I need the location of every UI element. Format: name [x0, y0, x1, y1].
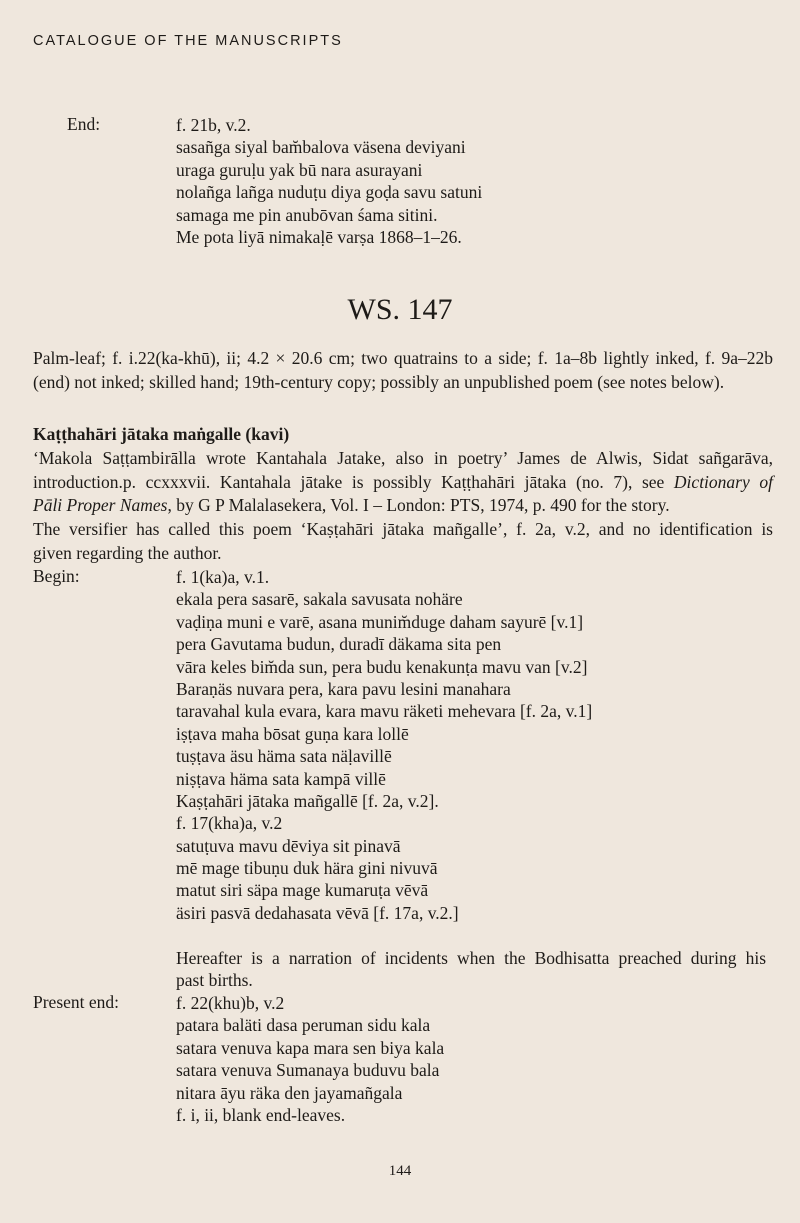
- begin-line: mē mage tibuṇu duk hära gini nivuvā: [176, 858, 438, 879]
- begin-line: niṣṭava häma sata kampā villē: [176, 768, 386, 789]
- begin-line: f. 1(ka)a, v.1.: [176, 567, 270, 587]
- description-line: Palm-leaf; f. i.22(ka-khū), ii; 4.2 × 20.6 cm; two quatrains to a side; f. 1a–8b lightly inked, f. 9a–22b: [33, 348, 773, 368]
- entry-note-line: ‘Makola Saṭṭambirālla wrote Kantahala Jatake, also in poetry’ James de Alwis, Sidat sañgarāva,: [33, 447, 773, 468]
- entry-note-line: [33, 494, 773, 518]
- present-end-line: f. 22(khu)b, v.2: [176, 993, 285, 1013]
- begin-line: iṣṭava maha bōsat guṇa kara lollē: [176, 723, 409, 744]
- begin-line: vaḍiṇa muni e varē, asana munim̆duge daham sayurē [v.1]: [176, 611, 584, 632]
- entry-title: Kaṭṭhahāri jātaka maṅgalle (kavi): [33, 424, 290, 444]
- begin-line: [176, 924, 766, 946]
- begin-line: pera Gavutama budun, duradī däkama sita pen: [176, 634, 502, 655]
- entry-note-italic: Pāli Proper Names: [33, 495, 168, 516]
- end-verse-block: [176, 114, 482, 248]
- physical-description: [33, 347, 773, 395]
- end-line: Me pota liyā nimakaḷē varṣa 1868–1–26.: [176, 226, 462, 247]
- end-line: uraga guruḷu yak bū nara asurayani: [176, 159, 423, 180]
- begin-line: ekala pera sasarē, sakala savusata nohäre: [176, 589, 463, 610]
- present-end-verse-block: [176, 992, 444, 1126]
- begin-line: matut siri säpa mage kumaruṭa vēvā: [176, 880, 429, 901]
- present-end-line: nitara āyu räka den jayamañgala: [176, 1082, 403, 1103]
- entry-note-italic: Dictionary of: [673, 471, 773, 492]
- begin-line: Baraṇäs nuvara pera, kara pavu lesini manahara: [176, 678, 511, 699]
- narration-line: Hereafter is a narration of incidents when the Bodhisatta preached during his: [176, 947, 766, 968]
- description-line: (end) not inked; skilled hand; 19th-century copy; possibly an unpublished poem (see notes below).: [33, 371, 725, 392]
- end-line: samaga me pin anubōvan śama sitini.: [176, 204, 438, 225]
- end-label: End:: [67, 114, 101, 134]
- narration-line: past births.: [176, 970, 253, 991]
- present-end-label: Present end:: [33, 992, 120, 1012]
- begin-line: f. 17(kha)a, v.2: [176, 813, 283, 834]
- present-end-line: patara baläti dasa peruman sidu kala: [176, 1015, 431, 1036]
- entry-note-line: given regarding the author.: [33, 542, 222, 563]
- running-head: CATALOGUE OF THE MANUSCRIPTS: [33, 33, 343, 49]
- begin-line: vāra keles bim̆da sun, pera budu kenakunṭa mavu van [v.2]: [176, 656, 588, 677]
- begin-line: tuṣṭava äsu häma sata näḷavillē: [176, 746, 392, 767]
- present-end-line: satara venuva kapa mara sen biya kala: [176, 1037, 445, 1058]
- begin-line: taravahal kula evara, kara mavu räketi mehevara [f. 2a, v.1]: [176, 701, 593, 722]
- present-end-line: satara venuva Sumanaya buduvu bala: [176, 1060, 440, 1081]
- begin-line: satuṭuva mavu dēviya sit pinavā: [176, 835, 401, 856]
- begin-line: äsiri pasvā dedahasata vēvā [f. 17a, v.2.]: [176, 902, 459, 923]
- begin-verse-block: [176, 566, 766, 991]
- entry-block: [33, 423, 773, 566]
- begin-line: Kaṣṭahāri jātaka mañgallē [f. 2a, v.2].: [176, 790, 439, 811]
- end-line: f. 21b, v.2.: [176, 115, 251, 135]
- present-end-line: f. i, ii, blank end-leaves.: [176, 1104, 346, 1125]
- manuscript-heading: WS. 147: [347, 293, 453, 326]
- entry-note-text: , by G P Malalasekera, Vol. I – London: PTS, 1974, p. 490 for the story.: [167, 495, 670, 516]
- end-line: sasañga siyal bam̆balova väsena deviyani: [176, 137, 466, 158]
- end-line: nolañga lañga nuduṭu diya goḍa savu satuni: [176, 182, 483, 203]
- begin-label: Begin:: [33, 566, 80, 586]
- entry-note-text: introduction.p. ccxxxvii. Kantahala jātake is possibly Kaṭṭhahāri jātaka (no. 7), see: [33, 471, 674, 492]
- entry-note-line: [33, 471, 773, 495]
- page-number: 144: [388, 1163, 412, 1179]
- entry-note-line: The versifier has called this poem ‘Kaṣṭahāri jātaka mañgalle’, f. 2a, v.2, and no identification is: [33, 519, 773, 540]
